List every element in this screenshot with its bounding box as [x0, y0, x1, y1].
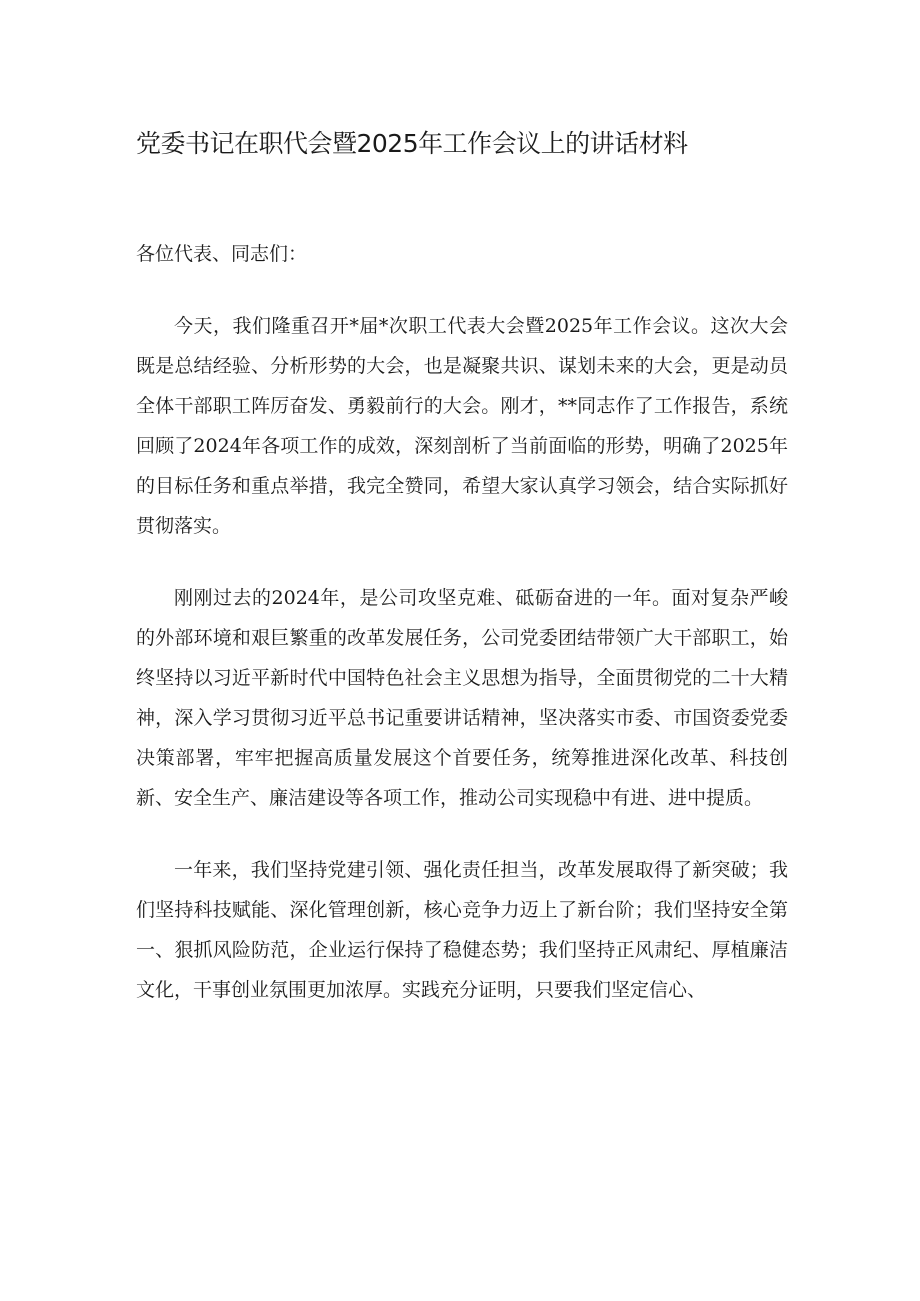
paragraph-review-2024: 刚刚过去的2024年，是公司攻坚克难、砥砺奋进的一年。面对复杂严峻的外部环境和艰巨繁重的改革发展任务，公司党委团结带领广大干部职工，始终坚持以习近平新时代中国特色社会主义思想为指导，全面贯彻党的二十大精神，深入学习贯彻习近平总书记重要讲话精神，坚决落实市委、市国资委党委决策部署，牢牢把握高质量发展这个首要任务，统筹推进深化改革、科技创新、安全生产、廉洁建设等各项工作，推动公司实现稳中有进、进中提质。 — [136, 587, 788, 809]
document-title: 党委书记在职代会暨2025年工作会议上的讲话材料 — [136, 129, 688, 158]
paragraph-achievements: 一年来，我们坚持党建引领、强化责任担当，改革发展取得了新突破；我们坚持科技赋能、深化管理创新，核心竞争力迈上了新台阶；我们坚持安全第一、狠抓风险防范，企业运行保持了稳健态势；我们坚持正风肃纪、厚植廉洁文化，干事创业氛围更加浓厚。实践充分证明，只要我们坚定信心、 — [136, 859, 788, 1001]
document-body — [136, 234, 788, 1010]
salutation: 各位代表、同志们： — [136, 243, 308, 265]
paragraph-opening: 今天，我们隆重召开*届*次职工代表大会暨2025年工作会议。这次大会既是总结经验、分析形势的大会，也是凝聚共识、谋划未来的大会，更是动员全体干部职工阵厉奋发、勇毅前行的大会。刚才，**同志作了工作报告，系统回顾了2024年各项工作的成效，深刻剖析了当前面临的形势，明确了2025年的目标任务和重点举措，我完全赞同，希望大家认真学习领会，结合实际抓好贯彻落实。 — [136, 315, 788, 537]
